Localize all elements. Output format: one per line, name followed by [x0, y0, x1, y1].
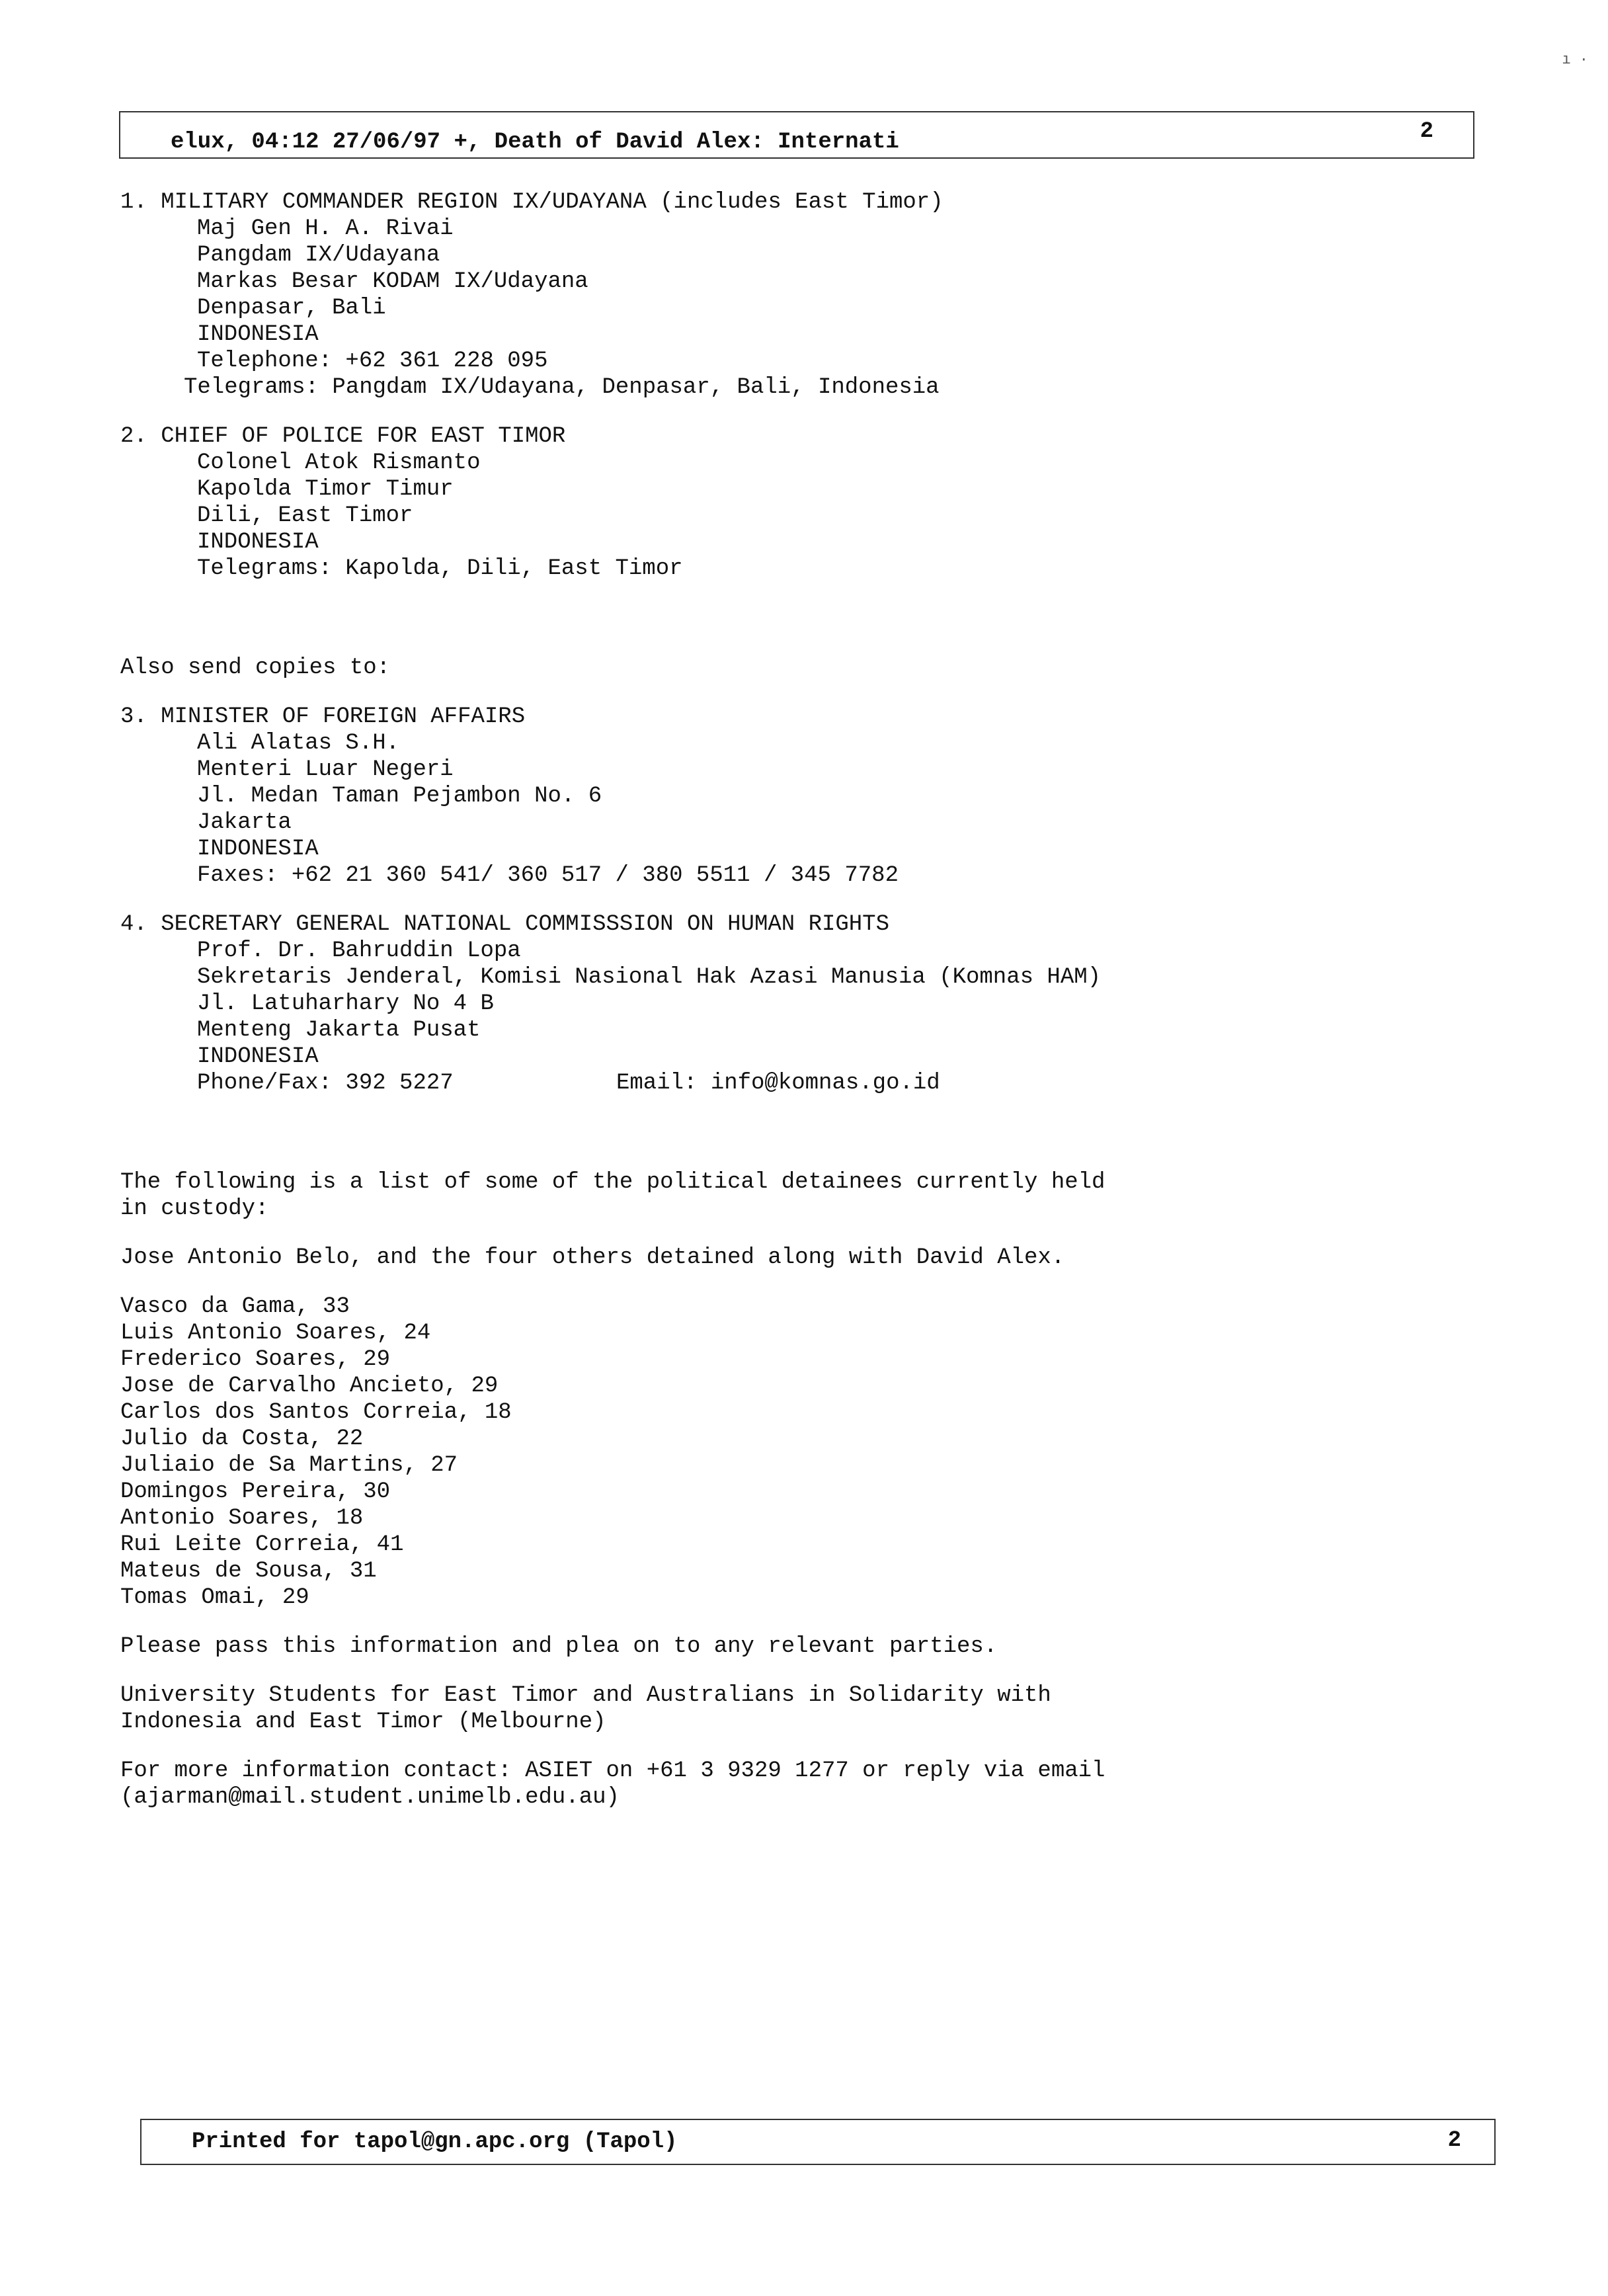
address-line: Ali Alatas S.H.: [197, 731, 400, 756]
copies-intro: Also send copies to:: [120, 655, 391, 680]
detained-with-text: Jose Antonio Belo, and the four others detained along with David Alex.: [120, 1245, 1065, 1270]
detainee-item: Juliaio de Sa Martins, 27: [120, 1453, 458, 1478]
address-line: Colonel Atok Rismanto: [197, 450, 481, 475]
address-line: Jakarta: [197, 810, 292, 835]
contact-email: (ajarman@mail.student.unimelb.edu.au): [120, 1785, 620, 1810]
detainee-item: Rui Leite Correia, 41: [120, 1532, 404, 1557]
message-header: [119, 111, 1474, 159]
detainee-item: Domingos Pereira, 30: [120, 1479, 391, 1504]
email-address: Email: info@komnas.go.id: [616, 1071, 940, 1096]
plea-text: Please pass this information and plea on to any relevant parties.: [120, 1634, 998, 1659]
header-page-number: 2: [1420, 119, 1433, 144]
telegrams-line: Telegrams: Kapolda, Dili, East Timor: [197, 556, 683, 581]
detainee-item: Julio da Costa, 22: [120, 1426, 364, 1452]
detainee-item: Antonio Soares, 18: [120, 1506, 364, 1531]
section-heading: 3. MINISTER OF FOREIGN AFFAIRS: [120, 704, 526, 729]
address-line: Dili, East Timor: [197, 503, 413, 528]
footer-page-number: 2: [1447, 2128, 1461, 2153]
detainees-intro: The following is a list of some of the political detainees currently held: [120, 1170, 1106, 1195]
telephone-line: Telephone: +62 361 228 095: [197, 348, 548, 374]
address-line: Prof. Dr. Bahruddin Lopa: [197, 938, 521, 964]
detainee-item: Frederico Soares, 29: [120, 1347, 391, 1372]
section-human-rights-commission: [120, 911, 1443, 1096]
address-line: INDONESIA: [197, 530, 319, 555]
section-foreign-affairs: [120, 704, 1443, 889]
address-line: Jl. Latuharhary No 4 B: [197, 991, 494, 1016]
contact-line: For more information contact: ASIET on +61 3 9329 1277 or reply via email: [120, 1758, 1106, 1784]
scan-mark: ı ·: [1562, 52, 1588, 68]
phone-email-line: [120, 1070, 1443, 1096]
address-line: Pangdam IX/Udayana: [197, 243, 440, 268]
detainees-intro: in custody:: [120, 1196, 269, 1221]
printed-for-label: Printed for tapol@gn.apc.org (Tapol): [192, 2129, 678, 2154]
section-heading: 1. MILITARY COMMANDER REGION IX/UDAYANA (includes East Timor): [120, 190, 944, 215]
phone-fax: Phone/Fax: 392 5227: [197, 1071, 454, 1096]
address-line: INDONESIA: [197, 322, 319, 347]
detainee-item: Luis Antonio Soares, 24: [120, 1321, 431, 1346]
detainee-item: Vasco da Gama, 33: [120, 1294, 350, 1319]
detainee-item: Tomas Omai, 29: [120, 1585, 309, 1610]
address-line: Jl. Medan Taman Pejambon No. 6: [197, 784, 602, 809]
signature-line: University Students for East Timor and Australians in Solidarity with: [120, 1683, 1051, 1708]
detainee-item: Carlos dos Santos Correia, 18: [120, 1400, 512, 1425]
address-line: Kapolda Timor Timur: [197, 477, 454, 502]
address-line: Denpasar, Bali: [197, 296, 386, 321]
detainee-item: Mateus de Sousa, 31: [120, 1559, 377, 1584]
address-line: Menteri Luar Negeri: [197, 757, 454, 782]
message-title: elux, 04:12 27/06/97 +, Death of David Alex: Internati: [171, 130, 899, 155]
telegrams-line: Telegrams: Pangdam IX/Udayana, Denpasar, Bali, Indonesia: [184, 375, 940, 400]
address-line: Menteng Jakarta Pusat: [197, 1018, 481, 1043]
address-line: Markas Besar KODAM IX/Udayana: [197, 269, 588, 294]
faxes-line: Faxes: +62 21 360 541/ 360 517 / 380 5511 / 345 7782: [197, 863, 899, 888]
section-heading: 2. CHIEF OF POLICE FOR EAST TIMOR: [120, 424, 566, 449]
address-line: INDONESIA: [197, 1044, 319, 1069]
section-heading: 4. SECRETARY GENERAL NATIONAL COMMISSSION ON HUMAN RIGHTS: [120, 912, 889, 937]
signature-line: Indonesia and East Timor (Melbourne): [120, 1709, 606, 1735]
section-chief-of-police: [120, 423, 1443, 582]
document-body: [120, 189, 1443, 1811]
detainee-item: Jose de Carvalho Ancieto, 29: [120, 1374, 499, 1399]
address-line: INDONESIA: [197, 837, 319, 862]
detainee-list: [120, 1293, 1443, 1611]
address-line: Maj Gen H. A. Rivai: [197, 216, 454, 241]
section-military-commander: [120, 189, 1443, 401]
address-line: Sekretaris Jenderal, Komisi Nasional Hak Azasi Manusia (Komnas HAM): [197, 965, 1102, 990]
print-footer: [140, 2119, 1496, 2165]
